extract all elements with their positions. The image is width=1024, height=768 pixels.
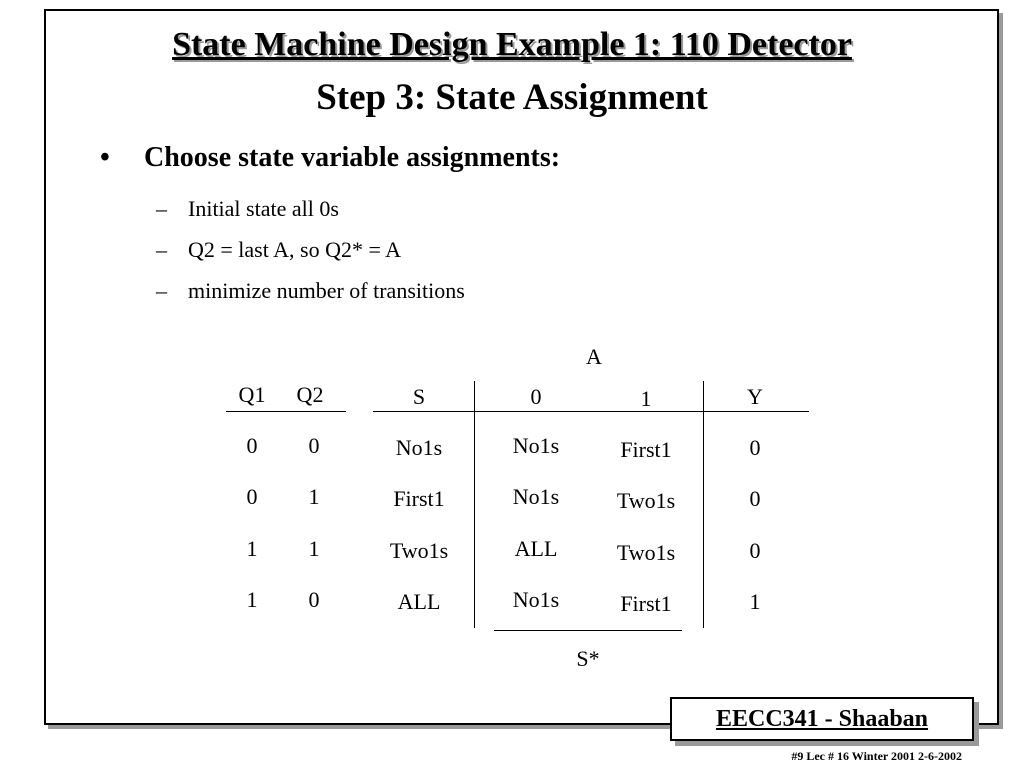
cell-q2: 0 [308,587,320,612]
course-badge-text: EECC341 - Shaaban [715,706,929,732]
cell-a1: First1 [620,591,672,616]
cell-a0: No1s [512,433,560,458]
cell-q1: 1 [246,587,258,612]
cell-y: 0 [749,435,761,460]
cell-y: 0 [749,486,761,511]
header-q2: Q2 [296,382,324,407]
sub-item-text: minimize number of transitions [188,278,465,303]
cell-q1: 1 [246,536,258,561]
cell-a0: No1s [512,587,560,612]
header-a1: 1 [640,386,652,411]
input-label: A [586,344,602,369]
header-y: Y [747,384,763,409]
cell-s: Two1s [389,538,449,563]
cell-q2: 1 [308,484,320,509]
header-q1: Q1 [238,382,266,407]
cell-y: 1 [749,589,761,614]
column-divider-right [703,381,704,628]
cell-a0: ALL [514,536,558,561]
next-state-rule [494,630,682,631]
header-s: S [412,384,426,409]
slide-title: State Machine Design Example 1: 110 Detector [172,26,852,63]
cell-s: ALL [397,589,441,614]
cell-q2: 1 [308,536,320,561]
cell-s: First1 [393,486,445,511]
column-divider-left [474,381,475,628]
dash-marker: – [156,237,167,262]
cell-y: 0 [749,538,761,563]
cell-q1: 0 [246,433,258,458]
sub-item-text: Initial state all 0s [188,196,339,221]
next-state-label: S* [576,646,600,671]
sub-item-text: Q2 = last A, so Q2* = A [188,237,402,262]
header-a0: 0 [530,384,542,409]
bullet-marker: • [100,142,110,173]
cell-a0: No1s [512,484,560,509]
footer-note: #9 Lec # 16 Winter 2001 2-6-2002 [791,749,962,763]
cell-a1: First1 [620,437,672,462]
cell-a1: Two1s [616,540,676,565]
cell-a1: Two1s [616,488,676,513]
course-badge [670,697,974,741]
dash-marker: – [156,196,167,221]
header-rule-q [226,411,346,412]
cell-s: No1s [395,435,443,460]
cell-q2: 0 [308,433,320,458]
dash-marker: – [156,278,167,303]
bullet-text: Choose state variable assignments: [144,142,561,173]
header-rule-main [373,411,809,412]
slide-subtitle: Step 3: State Assignment [316,77,708,118]
cell-q1: 0 [246,484,258,509]
